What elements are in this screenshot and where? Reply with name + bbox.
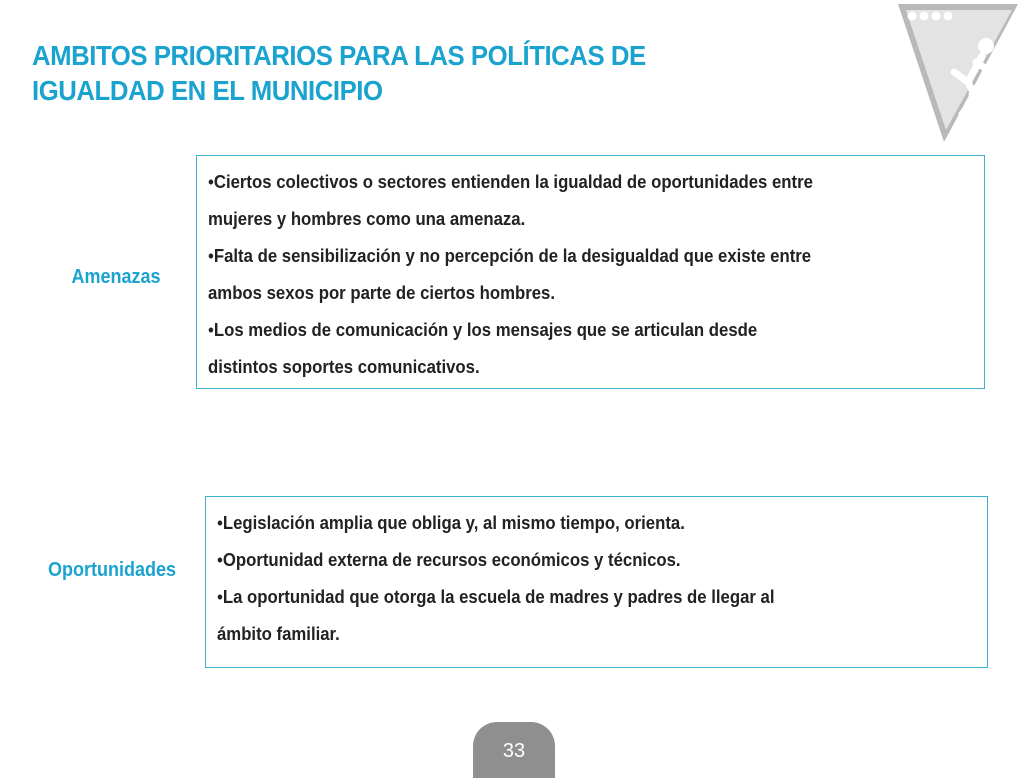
bullet: • <box>217 550 223 570</box>
list-item-text: Los medios de comunicación y los mensajes que se articulan desde <box>213 320 758 340</box>
list-item <box>208 238 930 275</box>
title-line-1: AMBITOS PRIORITARIOS PARA LAS POLÍTICAS DE <box>32 40 646 71</box>
bullet: • <box>217 513 223 533</box>
list-item <box>208 164 930 201</box>
oportunidades-box <box>205 496 988 668</box>
list-item: distintos soportes comunicativos. <box>208 357 480 377</box>
list-item-text: Falta de sensibilización y no percepción de la desigualdad que existe entre <box>213 246 812 266</box>
list-item-text: Ciertos colectivos o sectores entienden la igualdad de oportunidades entre <box>213 172 813 192</box>
oportunidades-list <box>217 505 987 653</box>
bullet: • <box>208 172 214 192</box>
page-number: 33 <box>473 722 555 778</box>
runner-triangle-logo-icon <box>896 2 1020 146</box>
amenazas-box <box>196 155 985 389</box>
list-item <box>208 312 930 349</box>
list-item: ámbito familiar. <box>217 624 340 644</box>
bullet: • <box>208 320 214 340</box>
list-item-text: Oportunidad externa de recursos económicos y técnicos. <box>222 550 681 570</box>
list-item <box>217 505 933 542</box>
list-item-text: La oportunidad que otorga la escuela de madres y padres de llegar al <box>222 587 775 607</box>
amenazas-label: Amenazas <box>71 266 161 288</box>
list-item: mujeres y hombres como una amenaza. <box>208 209 526 229</box>
bullet: • <box>208 246 214 266</box>
list-item <box>217 542 933 579</box>
list-item <box>217 579 933 616</box>
list-item: ambos sexos por parte de ciertos hombres. <box>208 283 556 303</box>
bullet: • <box>217 587 223 607</box>
amenazas-list <box>208 164 984 386</box>
oportunidades-label: Oportunidades <box>47 559 176 581</box>
list-item-text: Legislación amplia que obliga y, al mismo tiempo, orienta. <box>222 513 685 533</box>
title-line-2: IGUALDAD EN EL MUNICIPIO <box>32 75 383 106</box>
page-title <box>32 38 786 108</box>
